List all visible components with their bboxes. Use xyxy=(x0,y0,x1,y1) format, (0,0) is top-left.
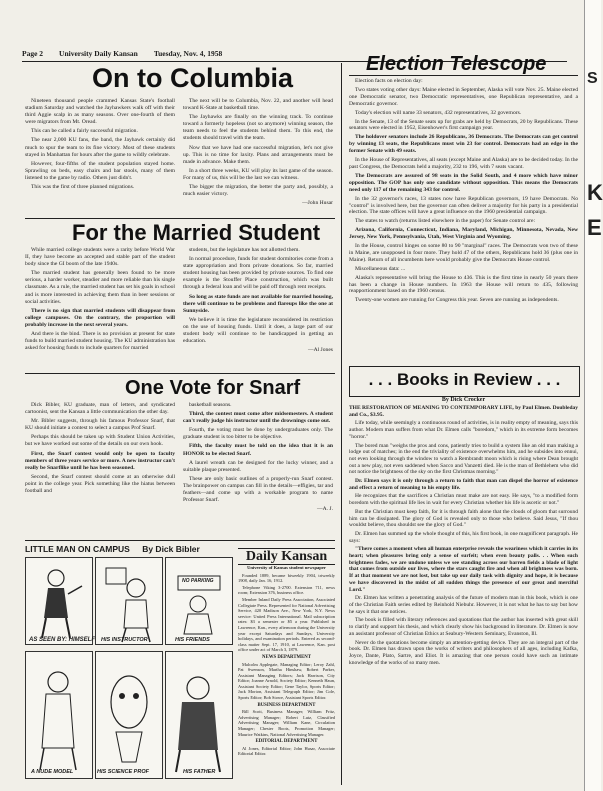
paragraph: Alaska's representative will bring the House to 436. This is the first time in nearly 50 years there has been a change in House numbers. In 1963 the House will return to 435, following reapportionment based on the 1960 census. xyxy=(349,274,578,295)
paragraph: He recognizes that the sacrifices a Christian must make are not easy. He says, "to a modified form boredom with the spiritual life lies in wait for every Christian whether his life is ascetic or not." xyxy=(349,493,578,507)
snarf-headline: One Vote for Snarf xyxy=(125,377,301,399)
books-headline: . . . Books in Review . . . xyxy=(368,370,561,389)
paragraph: Dick Bibler, KU graduate, man of letters, and syndicated cartoonist, sent the Kansan a little communication the other day. xyxy=(25,402,175,416)
paragraph: Mr. Bibler suggests, through his famous Professor Snarf, that KU should initiate a contest to select a campus Prof Snarf. xyxy=(25,418,175,432)
election-headline: Election Telescope xyxy=(366,53,547,75)
paragraph: The bored man "weighs the pros and cons, patiently tries to build a system like an old man making a lodge out of matches; in the end the triviality of existence overwhelms him, and he subsides into ennui, not even looking through the window to watch a Rembrandt moon which is rising where Dean brought out a new play, not even saddened when Sacco and Vanzetti died. He is the man of Bethlehem who did not notice the brightness of the sky on the first Christmas morning." xyxy=(349,442,578,476)
paragraph: The bigger the migration, the better the party and, possibly, a much easier victory. xyxy=(183,184,333,198)
paragraph: The states to watch (returns listed elsewhere in the paper) for Senate control are: xyxy=(355,218,536,225)
business-dept-list: Bill Scott, Business Manager; William Fritz, Advertising Manager; Robert Lutz, Classified Advertising Manager; William Kane, Circulation Manager; Chester Boots, Promotion Manager; Maurice Watkins, National Advertising Manager. xyxy=(238,709,335,737)
sign-text: NO PARKING xyxy=(182,578,214,584)
divider xyxy=(25,218,335,219)
paragraph: Arizona, California, Connecticut, Indiana, Maryland, Michigan, Minnesota, Nevada, New Jersey, New York, Pennsylvania, Utah, West Virginia and Wyoming. xyxy=(349,227,578,241)
paragraph: The Democrats are assured of 98 seats in the Solid South, and 4 more which have minor opposition. The GOP has only one candidate without opposition. This means the Democrats need only 117 of the remaining 343 for control. xyxy=(349,172,578,193)
books-headline-box xyxy=(349,366,580,397)
paragraph: However, four-fifths of the student population stayed home. Sprawling on beds, easy chairs and bar stools, many of them listened to the game by radio. Others just didn't. xyxy=(25,160,175,181)
columbia-col2 xyxy=(183,98,333,216)
married-col1 xyxy=(25,247,175,371)
signature: —A. J. xyxy=(316,506,333,513)
signature: —John Husar xyxy=(302,200,333,207)
business-dept-heading: BUSINESS DEPARTMENT xyxy=(257,702,316,708)
signature: —Al Jones xyxy=(307,347,333,354)
paragraph: First, the Snarf contest would only be open to faculty members of three years service or more. A new instructor can't really be Snarflike until he has been seasoned. xyxy=(25,450,175,471)
paragraph: Third, the contest must come after midsemesters. A student can't really judge his instructor until the drownings come out. xyxy=(183,411,333,425)
cartoon-author: By Dick Bibler xyxy=(142,544,200,554)
paragraph: The next will be to Columbia, Nov. 22, and another will head toward K-State at basketball time. xyxy=(183,98,333,112)
paragraph: In the 32 governor's races, 13 states now have Republican governors, 19 have Democrats. No "control" is involved here, but the governor can often deliver a majority for his party in a presidential election. The state offices will have a great influence on the 1960 presidential campaign. xyxy=(349,195,578,216)
books-byline: By Dick Crocker xyxy=(441,397,486,403)
paragraph: Life today, while seemingly a continuous round of activities, is in reality empty of meaning, says this author. Modern man suffers from what Dr. Elmen calls "boredom," which in its extreme form becomes "horror." xyxy=(349,420,578,440)
newspaper-name: University Daily Kansan xyxy=(59,49,138,58)
cartoon-panel-science-prof xyxy=(95,651,163,779)
paragraph: While married college students were a rarity before World War II, they have become an accepted and stable part of the student body since the GI boom of the late 1940s. xyxy=(25,247,175,268)
staff-box xyxy=(238,548,335,788)
snarf-col2 xyxy=(183,402,333,526)
paragraph: Now that we have had one successful migration, let's not give up. This is no time for laxity. Plans and arrangements must be made in advance. Make them. xyxy=(183,144,333,165)
figure-drawing xyxy=(166,652,232,778)
divider xyxy=(25,540,335,541)
staff-founding: Founded 1889, became biweekly 1904, triweekly 1908, daily Jan. 16, 1912. xyxy=(238,572,335,584)
paragraph: These are only basic outlines of a properly-run Snarf contest. The brainpower on campus can fill in the details—effigies, tar and feathers—and come up with a workable program to name Professor Snarf. xyxy=(183,475,333,504)
paragraph: This was the first of three planned migrations. xyxy=(31,184,135,191)
cartoon-panel-himself xyxy=(25,557,96,645)
paragraph: students, but the legislature has not allotted them. xyxy=(189,247,300,253)
facing-page-edge xyxy=(584,0,601,791)
paragraph: We believe it is time the legislature reconsidered its restriction on the use of housing funds. Until it does, a large part of our student body will continue to be handicapped in getting an education. xyxy=(183,316,333,345)
staff-phones: Telephone Viking 3-2700. Extension 711, news room; Extension 376, business office. xyxy=(238,584,335,596)
paragraph: This can be called a fairly successful migration. xyxy=(31,128,138,135)
cartoon-title-text: LITTLE MAN ON CAMPUS xyxy=(25,544,130,554)
figure-drawing xyxy=(166,558,232,644)
panel-caption: HIS FRIENDS xyxy=(175,637,210,643)
panel-caption: HIS FATHER xyxy=(183,769,216,775)
paragraph: In the Senate, 13 of the Senate seats up for grabs are held by Democrats, 20 by Republicans. These senators were elected in 1952, Eisenhower's first campaign year. xyxy=(349,118,578,132)
paragraph: So long as state funds are not available for married housing, there will continue to be problems and flareups like the one at Sunnyside. xyxy=(183,293,333,314)
paragraph: "There comes a moment when all human enterprise reveals the weariness which it carries in its heart; when pleasures bring only a sense of surfeit; when even beauty palls. . . When such brightness fades, we are undone unless we see standing across our barren fields a blade of light that comes from outside our lives, where the stars caught fire and when all brightness was born. If at that moment we are not lost, but take up our daily task with dignity and hope, it is because we have discovered in the midst of all sudden things the presence of our great and merciful Lord." xyxy=(349,546,578,593)
paragraph: The near 2,000 KU fans, the band, the Jayhawk certainly did much to spur the team to its fine victory. Most of these students stayed in Manhattan for hours after the game to wildly celebrate. xyxy=(25,137,175,158)
columbia-headline: On to Columbia xyxy=(92,63,293,93)
paragraph: Dr. Elmen has written a penetrating analysis of the future of modern man in this book, which is one of the Christian Faith series edited by Reinhold Niebuhr. However, it is not what he has to say but how he says it that one notices. xyxy=(349,595,578,615)
editorial-dept-list: Al Jones, Editorial Editor; John Husar, Associate Editorial Editor. xyxy=(238,745,335,757)
divider xyxy=(349,75,578,76)
page-number: Page 2 xyxy=(22,49,44,58)
paragraph: There is no sign that married students will disappear from college campuses. On the contrary, the proportion will probably increase in the next several years. xyxy=(25,307,175,328)
paragraph: Nineteen thousand people crammed Kansas State's football stadium Saturday and watched the Jayhawkers walk off with their third Aggie scalp in as many seasons. Over one-fourth of them were migrators from Mt. Oread. xyxy=(25,98,175,126)
paragraph: A laurel wreath can be designed for the lucky winner, and a suitable plaque presented. xyxy=(183,459,333,473)
paragraph: The holdover senators include 26 Republicans, 36 Democrats. The Democrats can get control by winning 13 seats, the Republicans must win 23 for control. Democrats had an edge in the former Senate with 49 seats. xyxy=(349,134,578,155)
paragraph: Never do the quotations become simply an attention-getting device. They are an integral part of the book. Dr. Elmen has drawn upon the works of writers and philosophers of all ages, including Kafka, Joyce, Dante, Plato, Sartre, and Eliot. It is amazing that one person could have such an intimate knowledge of the works of so many men. xyxy=(349,639,578,666)
election-body xyxy=(349,78,578,362)
paragraph: Two states voting other days: Maine elected in September, Alaska will vote Nov. 25. Maine elected one Democratic senator, two Democratic representatives, one Republican representative, and a Democratic governor. xyxy=(349,86,578,107)
divider xyxy=(25,373,335,374)
paragraph: But the Christian must keep faith, for it is through faith alone that the clouds of gloom that surround him can be dissipated. The glory of God is revealed only to those who believe. Said Jesus, "If thou wouldst believe, thou shouldst see the glory of God." xyxy=(349,508,578,529)
figure-drawing xyxy=(26,652,92,778)
books-body xyxy=(349,405,578,787)
paragraph: The married student has generally been found to be more serious, a harder worker, steadier and more reliable than his single classmate. As a rule, the married student has set his goals in school and is more interested in achieving them than in beer sessions or social activities. xyxy=(25,270,175,305)
panel-caption: HIS INSTRUCTOR xyxy=(101,637,148,643)
panel-caption: HIS SCIENCE PROF xyxy=(97,769,149,775)
book-title: THE RESTORATION OF MEANING TO CONTEMPORARY LIFE, by Paul Elmen. Doubleday and Co., $3.95. xyxy=(349,405,578,418)
panel-caption: A NUDE MODEL xyxy=(31,769,74,775)
paragraph: The book is filled with literary references and quotations that the author has inserted with great skill to clarify and support his thesis, and which clearly show his background in literature. Dr. Elmen is now an assistant professor of Christian Ethics at Seabury-Western Seminary, Evanston, Ill. xyxy=(349,617,578,637)
paragraph: Perhaps this should be taken up with Student Union Activities, but we have worked out some of the details on our own hook. xyxy=(25,434,175,448)
paragraph: Dr. Elmen says it is only through a return to faith that man can dispel the horror of existence and effect a return of meaning to his empty life. xyxy=(349,478,578,491)
edge-letter: S xyxy=(587,70,598,87)
paragraph: Second, the Snarf contest should come at an otherwise dull point in the college year. Pick something like the hiatus between football and xyxy=(25,473,175,495)
paragraph: Dr. Elmen has summed up the whole thought of this, his first book, in one magnificent paragraph. He says: xyxy=(349,530,578,544)
staff-info: Member Inland Daily Press Association, Associated Collegiate Press. Represented for National Advertising Service, 420 Madison Ave., New York, N.Y. News service: United Press International. Mail subscription rates: $3 a semester or $5 a year. Published in Lawrence, Kan., every afternoon during the University year except Saturdays and Sundays, University holidays, and examination periods. Entered as second-class matter Sept. 17, 1910, at Lawrence, Kan. post office under act of March 3, 1879. xyxy=(238,596,335,653)
paragraph: Today's election will name 33 senators, 432 representatives, 32 governors. xyxy=(355,109,522,116)
paragraph: basketball seasons. xyxy=(189,402,232,408)
paragraph: In the House, control hinges on some 80 to 90 "marginal" races. The Democrats won two of these in Maine, are unopposed in four more. They hold 47 of the others, Republicans hold 36 (plus one in Maine). Return of all incumbents here would probably give the Democrats House control. xyxy=(349,243,578,263)
paragraph: Twenty-one women are running for Congress this year. Seven are running as independents. xyxy=(355,297,559,304)
cartoon-panel-father xyxy=(165,651,233,779)
paragraph: In normal procedure, funds for student dormitories come from a state appropriation and from private donations. So far, married student housing has been provided by private sources. To find one example is the Stouffer Place construction, which was built through a federal loan and will be paid off through rent receipts. xyxy=(183,256,333,291)
columbia-col1 xyxy=(25,98,175,216)
married-headline: For the Married Student xyxy=(72,220,321,245)
figure-drawing xyxy=(96,558,162,644)
figure-drawing xyxy=(26,558,92,644)
married-col2 xyxy=(183,247,333,371)
cartoon xyxy=(25,555,233,785)
cartoon-panel-instructor xyxy=(95,557,163,645)
paragraph: Miscellaneous data: ... xyxy=(355,265,406,272)
edge-letter: E xyxy=(587,215,602,240)
paragraph: And there is the bind. There is no provision at present for state funds to build married student housing. The KU administration has asked for housing funds to include quarters for married xyxy=(25,331,175,352)
column-divider xyxy=(341,63,342,785)
paragraph: In the House of Representatives, all seats (except Maine and Alaska) are to be decided today. In the past Congress, the Democrats held a majority, 232 to 196, with 7 seats vacant. xyxy=(349,157,578,170)
panel-caption: AS SEEN BY: HIMSELF xyxy=(29,637,96,643)
paragraph: In a short three weeks, KU will play its last game of the season. For many of us, this will be the last we can witness. xyxy=(183,167,333,181)
cartoon-panel-model xyxy=(25,651,93,779)
edge-letter: K xyxy=(587,180,603,205)
figure-drawing xyxy=(96,652,162,778)
staff-subtitle: University of Kansas student newspaper xyxy=(247,565,326,570)
editorial-dept-heading: EDITORIAL DEPARTMENT xyxy=(255,739,318,745)
paragraph: Election facts on election day: xyxy=(355,78,423,84)
news-dept-heading: NEWS DEPARTMENT xyxy=(262,654,311,660)
paragraph: The Jayhawks are finally on the winning track. To continue toward a formerly hopeless (not so anymore) winning season, the team needs to feel the students behind them. To this end, the students should travel with the team. xyxy=(183,114,333,142)
news-dept-list: Malcolm Applegate, Managing Editor; Leroy Zahl, Pat Swenson, Martha Hinshaw, Robert Parker, Assistant Managing Editors; Jack Harrison, City Editor; Joanne Arnold, Society Editor; Kenneth Haun, Assistant Society Editor; Gene Taylor, Sports Editor; Jack Morton, Assistant Telegraph Editor; Jim Cole, Sports Editor; Bob Stowe, Assistant Sports Editor. xyxy=(238,661,335,701)
paragraph: Fourth, the voting must be done by undergraduates only. The graduate student is too bitter to be objective. xyxy=(183,427,333,441)
cartoon-panel-friends xyxy=(165,557,233,645)
cartoon-title xyxy=(25,544,200,554)
kansan-logo: Daily Kansan xyxy=(238,548,335,565)
issue-date: Tuesday, Nov. 4, 1958 xyxy=(153,49,223,58)
snarf-col1 xyxy=(25,402,175,526)
paragraph: Fifth, the faculty must be told on the idea that it is an HONOR to be elected Snarf. xyxy=(183,443,333,457)
